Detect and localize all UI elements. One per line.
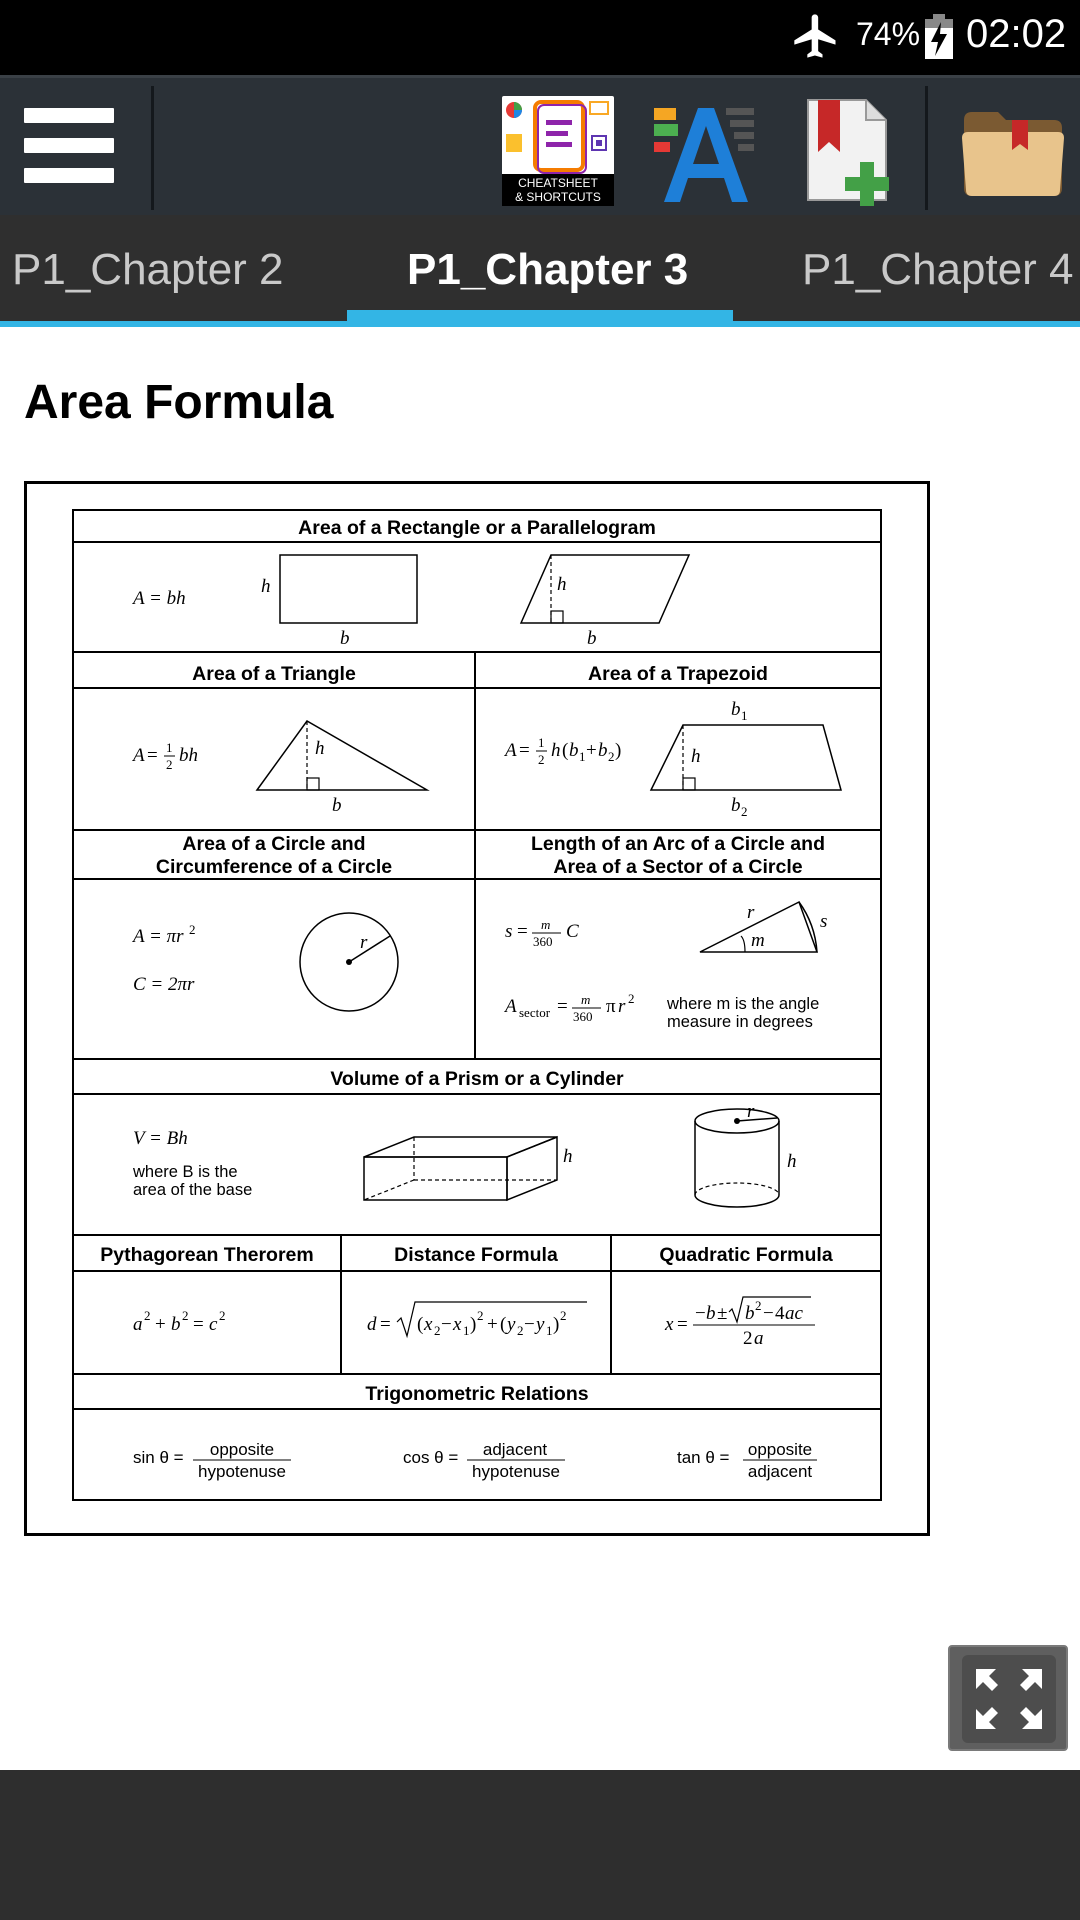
quadratic-formula bbox=[664, 1297, 815, 1349]
svg-text:4: 4 bbox=[775, 1303, 785, 1324]
tangent-relation bbox=[677, 1440, 817, 1481]
svg-text:2: 2 bbox=[608, 749, 615, 764]
svg-text:=: = bbox=[147, 745, 158, 766]
svg-text:h: h bbox=[551, 740, 561, 761]
active-tab-indicator bbox=[347, 310, 733, 321]
tab-underline bbox=[0, 321, 1080, 327]
formula-sheet bbox=[27, 484, 927, 1533]
toolbar bbox=[0, 75, 1080, 215]
pythagorean-section-title: Pythagorean Therorem bbox=[100, 1244, 314, 1266]
svg-text:b: b bbox=[745, 1303, 755, 1324]
svg-text:tan θ =: tan θ = bbox=[677, 1448, 730, 1467]
cheatsheet-icon bbox=[502, 96, 614, 176]
battery-percent: 74% bbox=[856, 16, 921, 52]
svg-text:adjacent: adjacent bbox=[482, 1440, 548, 1459]
triangle-diagram bbox=[257, 721, 427, 790]
svg-text:adjacent: adjacent bbox=[747, 1462, 813, 1481]
svg-text:(: ( bbox=[562, 740, 569, 761]
trapezoid-b2-label bbox=[731, 795, 748, 819]
svg-text:d: d bbox=[367, 1314, 377, 1335]
svg-text:2: 2 bbox=[434, 1323, 441, 1338]
toolbar-divider bbox=[151, 86, 154, 210]
svg-text:C: C bbox=[566, 921, 579, 942]
sector-note-line-2: measure in degrees bbox=[667, 1013, 813, 1031]
svg-text:1: 1 bbox=[538, 735, 545, 750]
svg-text:2: 2 bbox=[743, 1328, 753, 1349]
svg-text:2: 2 bbox=[219, 1308, 226, 1323]
svg-text:2: 2 bbox=[144, 1308, 151, 1323]
svg-text:a: a bbox=[133, 1314, 143, 1335]
svg-text:±: ± bbox=[717, 1303, 728, 1324]
svg-text:bh: bh bbox=[179, 745, 198, 766]
trig-section-title: Trigonometric Relations bbox=[365, 1383, 589, 1405]
para-h-label: h bbox=[557, 574, 567, 595]
svg-text:y: y bbox=[507, 1314, 516, 1335]
tab-p1-chapter-2[interactable]: P1_Chapter 2 bbox=[12, 245, 284, 294]
cosine-relation bbox=[403, 1440, 565, 1481]
svg-text:sin θ =: sin θ = bbox=[133, 1448, 184, 1467]
svg-text:−: − bbox=[441, 1314, 452, 1335]
bookmarks-folder-icon[interactable] bbox=[958, 100, 1068, 200]
svg-text:r: r bbox=[618, 996, 626, 1017]
svg-text:2: 2 bbox=[166, 757, 173, 772]
svg-text:2: 2 bbox=[477, 1308, 484, 1323]
svg-text:=: = bbox=[519, 740, 530, 761]
svg-text:b: b bbox=[171, 1314, 181, 1335]
pythagorean-formula bbox=[133, 1308, 226, 1335]
triangle-formula bbox=[131, 740, 198, 772]
chapter-tabs bbox=[0, 215, 1080, 327]
svg-text:=: = bbox=[193, 1314, 204, 1335]
svg-text:b: b bbox=[731, 795, 741, 816]
svg-text:): ) bbox=[553, 1314, 560, 1335]
svg-text:b: b bbox=[706, 1303, 716, 1324]
svg-text:1: 1 bbox=[546, 1323, 553, 1338]
svg-text:m: m bbox=[581, 992, 591, 1007]
cheatsheet-shortcuts-button[interactable] bbox=[502, 96, 614, 206]
svg-text:): ) bbox=[615, 740, 622, 761]
tab-p1-chapter-4[interactable]: P1_Chapter 4 bbox=[802, 245, 1074, 294]
battery-charging-icon bbox=[923, 14, 955, 60]
cylinder-h-label: h bbox=[787, 1151, 797, 1172]
svg-text:hypotenuse: hypotenuse bbox=[472, 1462, 560, 1481]
trapezoid-diagram bbox=[651, 725, 841, 790]
arc-section-title-2: Area of a Sector of a Circle bbox=[553, 856, 803, 878]
svg-text:b: b bbox=[731, 699, 741, 720]
svg-text:y: y bbox=[536, 1314, 545, 1335]
svg-text:=: = bbox=[380, 1314, 391, 1335]
svg-text:A: A bbox=[133, 745, 145, 766]
circle-section-title-2: Circumference of a Circle bbox=[155, 856, 393, 878]
svg-text:+: + bbox=[155, 1314, 166, 1335]
svg-text:hypotenuse: hypotenuse bbox=[198, 1462, 286, 1481]
cylinder-r-label: r bbox=[747, 1101, 755, 1122]
parallelogram-diagram bbox=[521, 555, 689, 623]
font-size-icon[interactable] bbox=[650, 98, 760, 208]
svg-text:2: 2 bbox=[517, 1323, 524, 1338]
svg-text:x: x bbox=[424, 1314, 433, 1335]
circle-circumference-formula: C = 2πr bbox=[133, 974, 195, 995]
svg-text:+: + bbox=[487, 1314, 498, 1335]
svg-text:−: − bbox=[695, 1303, 706, 1324]
svg-text:1: 1 bbox=[579, 749, 586, 764]
svg-text:2: 2 bbox=[628, 991, 635, 1006]
formula-sheet-image bbox=[24, 481, 930, 1536]
svg-text:x: x bbox=[665, 1314, 674, 1335]
svg-text:π: π bbox=[606, 996, 616, 1017]
svg-text:=: = bbox=[677, 1314, 688, 1335]
triangle-b-label: b bbox=[332, 795, 342, 816]
svg-text:2: 2 bbox=[755, 1298, 762, 1313]
volume-note-line-2: area of the base bbox=[133, 1181, 253, 1199]
svg-text:2: 2 bbox=[560, 1308, 567, 1323]
svg-text:360: 360 bbox=[533, 934, 553, 949]
sector-note-line-1: where m is the angle bbox=[667, 995, 820, 1013]
svg-text:−: − bbox=[763, 1303, 774, 1324]
rect-section-title: Area of a Rectangle or a Parallelogram bbox=[298, 517, 656, 539]
svg-text:1: 1 bbox=[166, 740, 173, 755]
volume-note-line-1: where B is the bbox=[133, 1163, 238, 1181]
rect-b-label: b bbox=[340, 628, 350, 649]
svg-text:−: − bbox=[524, 1314, 535, 1335]
rect-h-label: h bbox=[261, 576, 271, 597]
svg-text:(: ( bbox=[417, 1314, 424, 1335]
hamburger-menu-icon[interactable] bbox=[24, 108, 124, 188]
airplane-icon bbox=[790, 10, 842, 62]
sector-m-label: m bbox=[751, 930, 765, 951]
triangle-section-title: Area of a Triangle bbox=[192, 663, 356, 685]
volume-section-title: Volume of a Prism or a Cylinder bbox=[330, 1068, 624, 1090]
trapezoid-section-title: Area of a Trapezoid bbox=[588, 663, 768, 685]
svg-text:A: A bbox=[505, 996, 517, 1017]
svg-text:c: c bbox=[209, 1314, 218, 1335]
svg-text:x: x bbox=[453, 1314, 462, 1335]
trapezoid-formula bbox=[503, 735, 621, 767]
trapezoid-b1-label bbox=[731, 699, 748, 723]
svg-text:A = πr: A = πr bbox=[133, 926, 184, 947]
rect-formula: A = bh bbox=[133, 588, 186, 609]
svg-text:2: 2 bbox=[189, 922, 196, 937]
status-bar bbox=[0, 0, 1080, 75]
svg-text:=: = bbox=[517, 921, 528, 942]
svg-text:2: 2 bbox=[538, 752, 545, 767]
circle-r-label: r bbox=[360, 932, 368, 953]
svg-text:360: 360 bbox=[573, 1009, 593, 1024]
add-bookmark-icon[interactable] bbox=[800, 96, 900, 208]
para-b-label: b bbox=[587, 628, 597, 649]
fullscreen-button[interactable] bbox=[948, 1645, 1068, 1751]
svg-text:sector: sector bbox=[519, 1005, 551, 1020]
arc-length-formula bbox=[505, 917, 579, 949]
svg-text:cos θ =: cos θ = bbox=[403, 1448, 459, 1467]
prism-diagram bbox=[364, 1137, 557, 1200]
svg-text:ac: ac bbox=[785, 1303, 803, 1324]
svg-text:2: 2 bbox=[182, 1308, 189, 1323]
svg-text:2: 2 bbox=[741, 804, 748, 819]
svg-text:b: b bbox=[569, 740, 579, 761]
sector-r-label: r bbox=[747, 902, 755, 923]
fullscreen-expand-icon bbox=[962, 1655, 1056, 1743]
svg-text:1: 1 bbox=[741, 708, 748, 723]
quadratic-section-title: Quadratic Formula bbox=[659, 1244, 833, 1266]
svg-text:m: m bbox=[541, 917, 551, 932]
tab-p1-chapter-3[interactable]: P1_Chapter 3 bbox=[407, 245, 689, 294]
clock: 02:02 bbox=[966, 12, 1067, 56]
svg-text:s: s bbox=[505, 921, 513, 942]
svg-text:(: ( bbox=[500, 1314, 507, 1335]
svg-text:a: a bbox=[754, 1328, 764, 1349]
svg-text:=: = bbox=[557, 996, 568, 1017]
svg-text:A: A bbox=[505, 740, 517, 761]
svg-text:): ) bbox=[470, 1314, 477, 1335]
svg-text:opposite: opposite bbox=[747, 1440, 813, 1459]
svg-text:1: 1 bbox=[463, 1323, 470, 1338]
triangle-h-label: h bbox=[315, 738, 325, 759]
svg-text:+: + bbox=[586, 740, 597, 761]
trapezoid-h-label: h bbox=[691, 746, 701, 767]
circle-section-title-1: Area of a Circle and bbox=[182, 833, 366, 855]
arc-section-title-1: Length of an Arc of a Circle and bbox=[531, 833, 825, 855]
prism-h-label: h bbox=[563, 1146, 573, 1167]
bottom-bar bbox=[0, 1770, 1080, 1920]
sine-relation bbox=[133, 1440, 291, 1481]
svg-text:b: b bbox=[598, 740, 608, 761]
toolbar-divider bbox=[925, 86, 928, 210]
sector-s-label: s bbox=[820, 911, 828, 932]
cheatsheet-caption: CHEATSHEET & SHORTCUTS bbox=[502, 174, 614, 206]
svg-text:opposite: opposite bbox=[209, 1440, 275, 1459]
page-title: Area Formula bbox=[24, 376, 334, 429]
circle-area-formula bbox=[131, 922, 196, 947]
sector-area-formula bbox=[503, 991, 635, 1024]
rectangle-diagram bbox=[280, 555, 417, 623]
volume-formula: V = Bh bbox=[133, 1128, 188, 1149]
distance-section-title: Distance Formula bbox=[394, 1244, 558, 1266]
distance-formula bbox=[367, 1302, 587, 1338]
